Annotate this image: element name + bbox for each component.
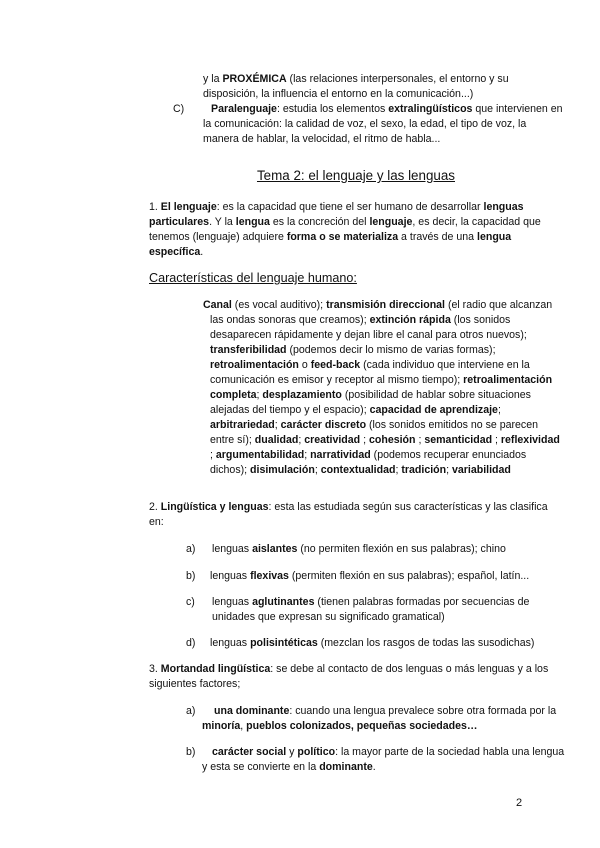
list-item: a) una dominante: cuando una lengua prevalece sobre otra formada por la minoría, pueblos colonizados, pequeñas sociedades… [186,705,557,732]
characteristic-text: (podemos decir lo mismo de varias formas); [286,344,496,356]
characteristic-text: ; [298,434,305,446]
list-item: d) lenguas polisintéticas (mezclan los rasgos de todas las susodichas) [186,637,535,649]
item-label: C) [173,103,185,115]
characteristic-term: retroalimentación [210,359,299,371]
topic-heading: Tema 2: el lenguaje y las lenguas [256,168,455,183]
characteristic-term: desplazamiento [262,389,342,401]
characteristic-text: (podemos recuperar enunciados dichos); [210,449,527,476]
lenguaje-definition: 1. El lenguaje: es la capacidad que tiene el ser humano de desarrollar lenguas particulares. Y la lengua es la concreción del lenguaje, es decir, la capacidad que tenemos (lenguaje) adquiere forma o se materializa a través de una lengua específica. [149,201,541,258]
characteristic-text: (los sonidos emitidos no se parecen entre sí); [210,419,538,446]
characteristic-term: disimulación [250,464,315,476]
characteristic-term: semanticidad [424,434,493,446]
characteristic-text: ; [304,449,311,461]
characteristic-text: (los sonidos desaparecen rápidamente y dejan libre el canal para otros nuevos); [210,314,527,341]
characteristic-text: ; [256,389,263,401]
list-item: a) lenguas aislantes (no permiten flexión en sus palabras); chino [186,543,506,555]
characteristic-text: ; [446,464,452,476]
characteristic-term: tradición [401,464,447,476]
characteristic-term: contextualidad [320,464,396,476]
mortandad-paragraph: 3. Mortandad lingüística: se debe al contacto de dos lenguas o más lenguas y a los siguientes factores; [149,663,549,690]
characteristics-paragraph [203,298,565,478]
characteristic-text: ; [492,434,501,446]
characteristic-term: narratividad [310,449,371,461]
characteristic-term: transferibilidad [210,344,287,356]
characteristic-text: ; [360,434,369,446]
characteristic-term: capacidad de aprendizaje [369,404,498,416]
characteristic-text: (posibilidad de hablar sobre situaciones alejadas del tiempo y el espacio); [210,389,531,416]
list-item: c) lenguas aglutinantes (tienen palabras formadas por secuencias de unidades que expresan su significado gramatical) [186,596,530,623]
characteristic-text: ; [395,464,402,476]
characteristic-term: cohesión [369,434,416,446]
characteristic-term: reflexividad [500,434,560,446]
characteristic-term: feed-back [310,359,361,371]
characteristic-term: arbitrariedad [210,419,275,431]
page-number: 2 [516,797,523,809]
linguistica-paragraph: 2. Lingüística y lenguas: esta las estudiada según sus características y las clasifica en: [149,501,548,528]
characteristic-term: retroalimentación completa [210,374,553,401]
characteristics-heading: Características del lenguaje humano: [149,271,357,285]
paralenguaje-text: Paralenguaje: estudia los elementos extralingüísticos que intervienen en la comunicación: la calidad de voz, el sexo, la edad, el tipo de voz, la manera de hablar, la velocidad, el ritmo de habla... [203,103,563,145]
list-item: b) lenguas flexivas (permiten flexión en sus palabras); español, latín... [186,570,530,582]
characteristic-term: argumentabilidad [215,449,305,461]
characteristic-text: ; [210,449,216,461]
characteristic-text: ; [274,419,281,431]
characteristic-term: extinción rápida [369,314,451,326]
characteristic-term: transmisión direccional [326,299,445,311]
characteristic-text: ; [415,434,425,446]
characteristic-text: (es vocal auditivo); [231,299,327,311]
characteristic-text: o [298,359,311,371]
characteristic-term: Canal [203,299,232,311]
characteristic-term: creatividad [304,434,361,446]
characteristic-term: variabilidad [451,464,511,476]
characteristic-text: (el radio que alcanzan las ondas sonoras que creamos); [210,299,553,326]
list-item: b) carácter social y político: la mayor parte de la sociedad habla una lengua y esta se convierte en la dominante. [186,746,565,773]
characteristic-term: carácter discreto [280,419,367,431]
proxemica-term: PROXÉMICA [222,73,287,85]
paralenguaje-item [173,102,565,147]
proxemica-paragraph: y la PROXÉMICA (las relaciones interpersonales, el entorno y su disposición, la influencia el entorno en la comunicación...) [203,73,509,100]
characteristic-text: ; [314,464,321,476]
characteristic-text: (cada individuo que interviene en la comunicación es emisor y receptor al mismo tiempo); [210,359,530,386]
characteristic-term: dualidad [254,434,299,446]
characteristic-text: ; [497,404,501,416]
